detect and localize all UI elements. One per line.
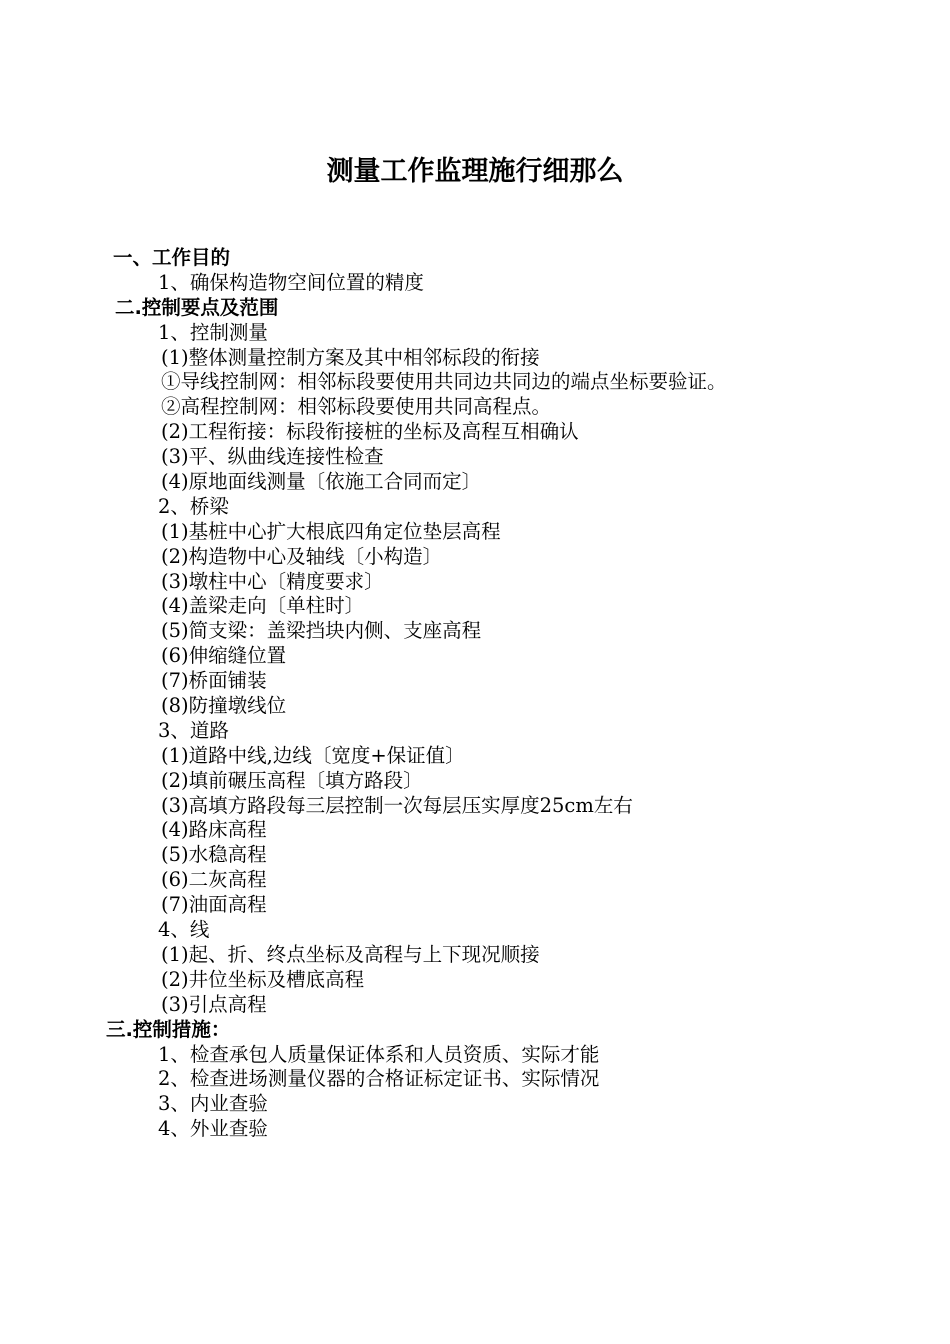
list-item: 1、确保构造物空间位置的精度	[158, 270, 424, 294]
section-heading: 二.控制要点及范围	[115, 295, 279, 319]
list-item: (4)原地面线测量〔依施工合同而定〕	[161, 470, 482, 494]
list-item: (2)填前碾压高程〔填方路段〕	[161, 768, 423, 792]
list-item: 3、道路	[158, 718, 229, 742]
list-item: (3)平、纵曲线连接性检查	[161, 445, 384, 469]
list-item: (5)简支梁：盖梁挡块内侧、支座高程	[161, 619, 482, 643]
list-item: (7)桥面铺装	[161, 669, 267, 693]
list-item: (1)基桩中心扩大根底四角定位垫层高程	[161, 519, 501, 543]
list-item: (2)工程衔接：标段衔接桩的坐标及高程互相确认	[161, 420, 579, 444]
list-item: (4)盖梁走向〔单柱时〕	[161, 594, 365, 618]
list-item: ②高程控制网：相邻标段要使用共同高程点。	[161, 395, 552, 419]
list-item: 4、外业查验	[158, 1117, 268, 1141]
section-heading: 一、工作目的	[113, 246, 231, 269]
list-item: (3)引点高程	[161, 992, 267, 1016]
list-item: (3)墩柱中心〔精度要求〕	[161, 569, 384, 593]
document-title: 测量工作监理施行细那么	[326, 156, 624, 187]
list-item: 2、桥梁	[158, 494, 229, 518]
list-item: 3、内业查验	[158, 1092, 268, 1116]
list-item: 2、检查进场测量仪器的合格证标定证书、实际情况	[158, 1067, 600, 1091]
list-item: (8)防撞墩线位	[161, 694, 287, 718]
list-item: (7)油面高程	[161, 893, 267, 917]
list-item: (2)构造物中心及轴线〔小构造〕	[161, 544, 443, 568]
document-body	[0, 246, 950, 1142]
list-item: (6)二灰高程	[161, 868, 267, 892]
list-item: 1、检查承包人质量保证体系和人员资质、实际才能	[158, 1042, 600, 1066]
list-item: ①导线控制网：相邻标段要使用共同边共同边的端点坐标要验证。	[161, 370, 727, 394]
list-item: (1)整体测量控制方案及其中相邻标段的衔接	[161, 345, 540, 369]
list-item: (5)水稳高程	[161, 843, 267, 867]
list-item: 4、线	[158, 918, 210, 942]
list-item: (1)道路中线,边线〔宽度+保证值〕	[161, 743, 465, 767]
list-item: 1、控制测量	[158, 320, 268, 344]
section-heading: 三.控制措施：	[106, 1017, 231, 1041]
list-item: (6)伸缩缝位置	[161, 644, 287, 668]
list-item: (2)井位坐标及槽底高程	[161, 967, 365, 991]
list-item: (3)高填方路段每三层控制一次每层压实厚度25cm左右	[161, 793, 633, 817]
list-item: (4)路床高程	[161, 818, 267, 842]
list-item: (1)起、折、终点坐标及高程与上下现况顺接	[161, 942, 540, 966]
